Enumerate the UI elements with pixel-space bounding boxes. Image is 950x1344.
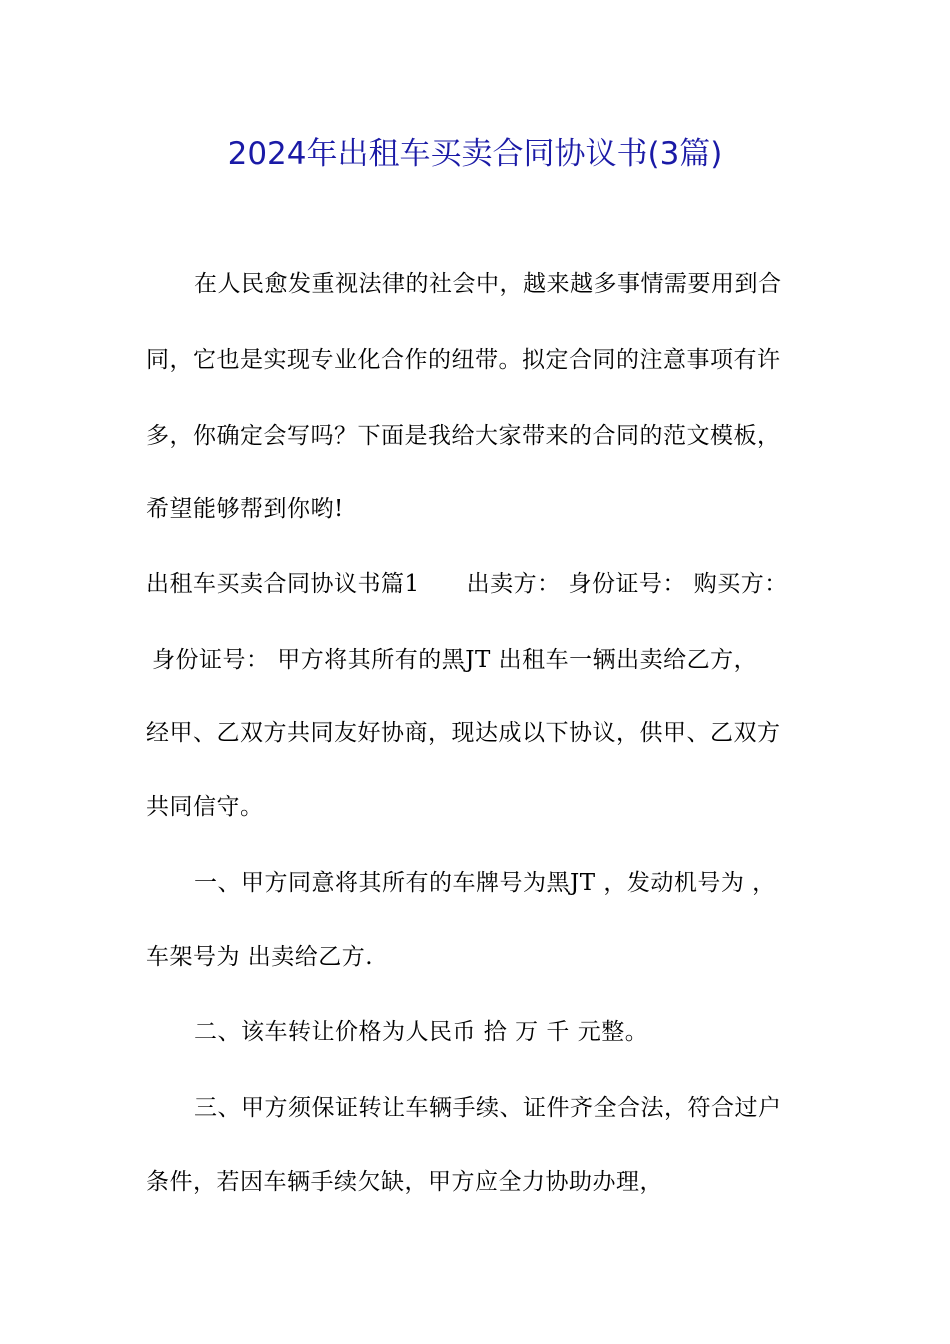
paragraph-line: 多，你确定会写吗？下面是我给大家带来的合同的范文模板， [146, 423, 781, 449]
clause-line: 三、甲方须保证转让车辆手续、证件齐全合法，符合过户 [194, 1095, 782, 1121]
clause-line: 车架号为 出卖给乙方. [146, 944, 374, 970]
clause-line: 一、甲方同意将其所有的车牌号为黑JT ，发动机号为 ， [194, 870, 776, 896]
paragraph-line: 身份证号： 甲方将其所有的黑JT 出租车一辆出卖给乙方， [152, 647, 758, 673]
paragraph-line: 在人民愈发重视法律的社会中，越来越多事情需要用到合 [194, 271, 782, 297]
section-heading-line: 出租车买卖合同协议书篇1 出卖方： 身份证号： 购买方： [146, 571, 788, 597]
clause-line: 条件，若因车辆手续欠缺，甲方应全力协助办理， [146, 1169, 663, 1195]
paragraph-line: 希望能够帮到你哟! [146, 496, 344, 522]
paragraph-line: 共同信守。 [146, 794, 264, 820]
document-title: 2024年出租车买卖合同协议书(3篇) [227, 136, 723, 172]
clause-line: 二、该车转让价格为人民币 拾 万 千 元整。 [194, 1019, 649, 1045]
paragraph-line: 经甲、乙双方共同友好协商，现达成以下协议，供甲、乙双方 [146, 720, 781, 746]
paragraph-line: 同，它也是实现专业化合作的纽带。拟定合同的注意事项有许 [146, 347, 781, 373]
